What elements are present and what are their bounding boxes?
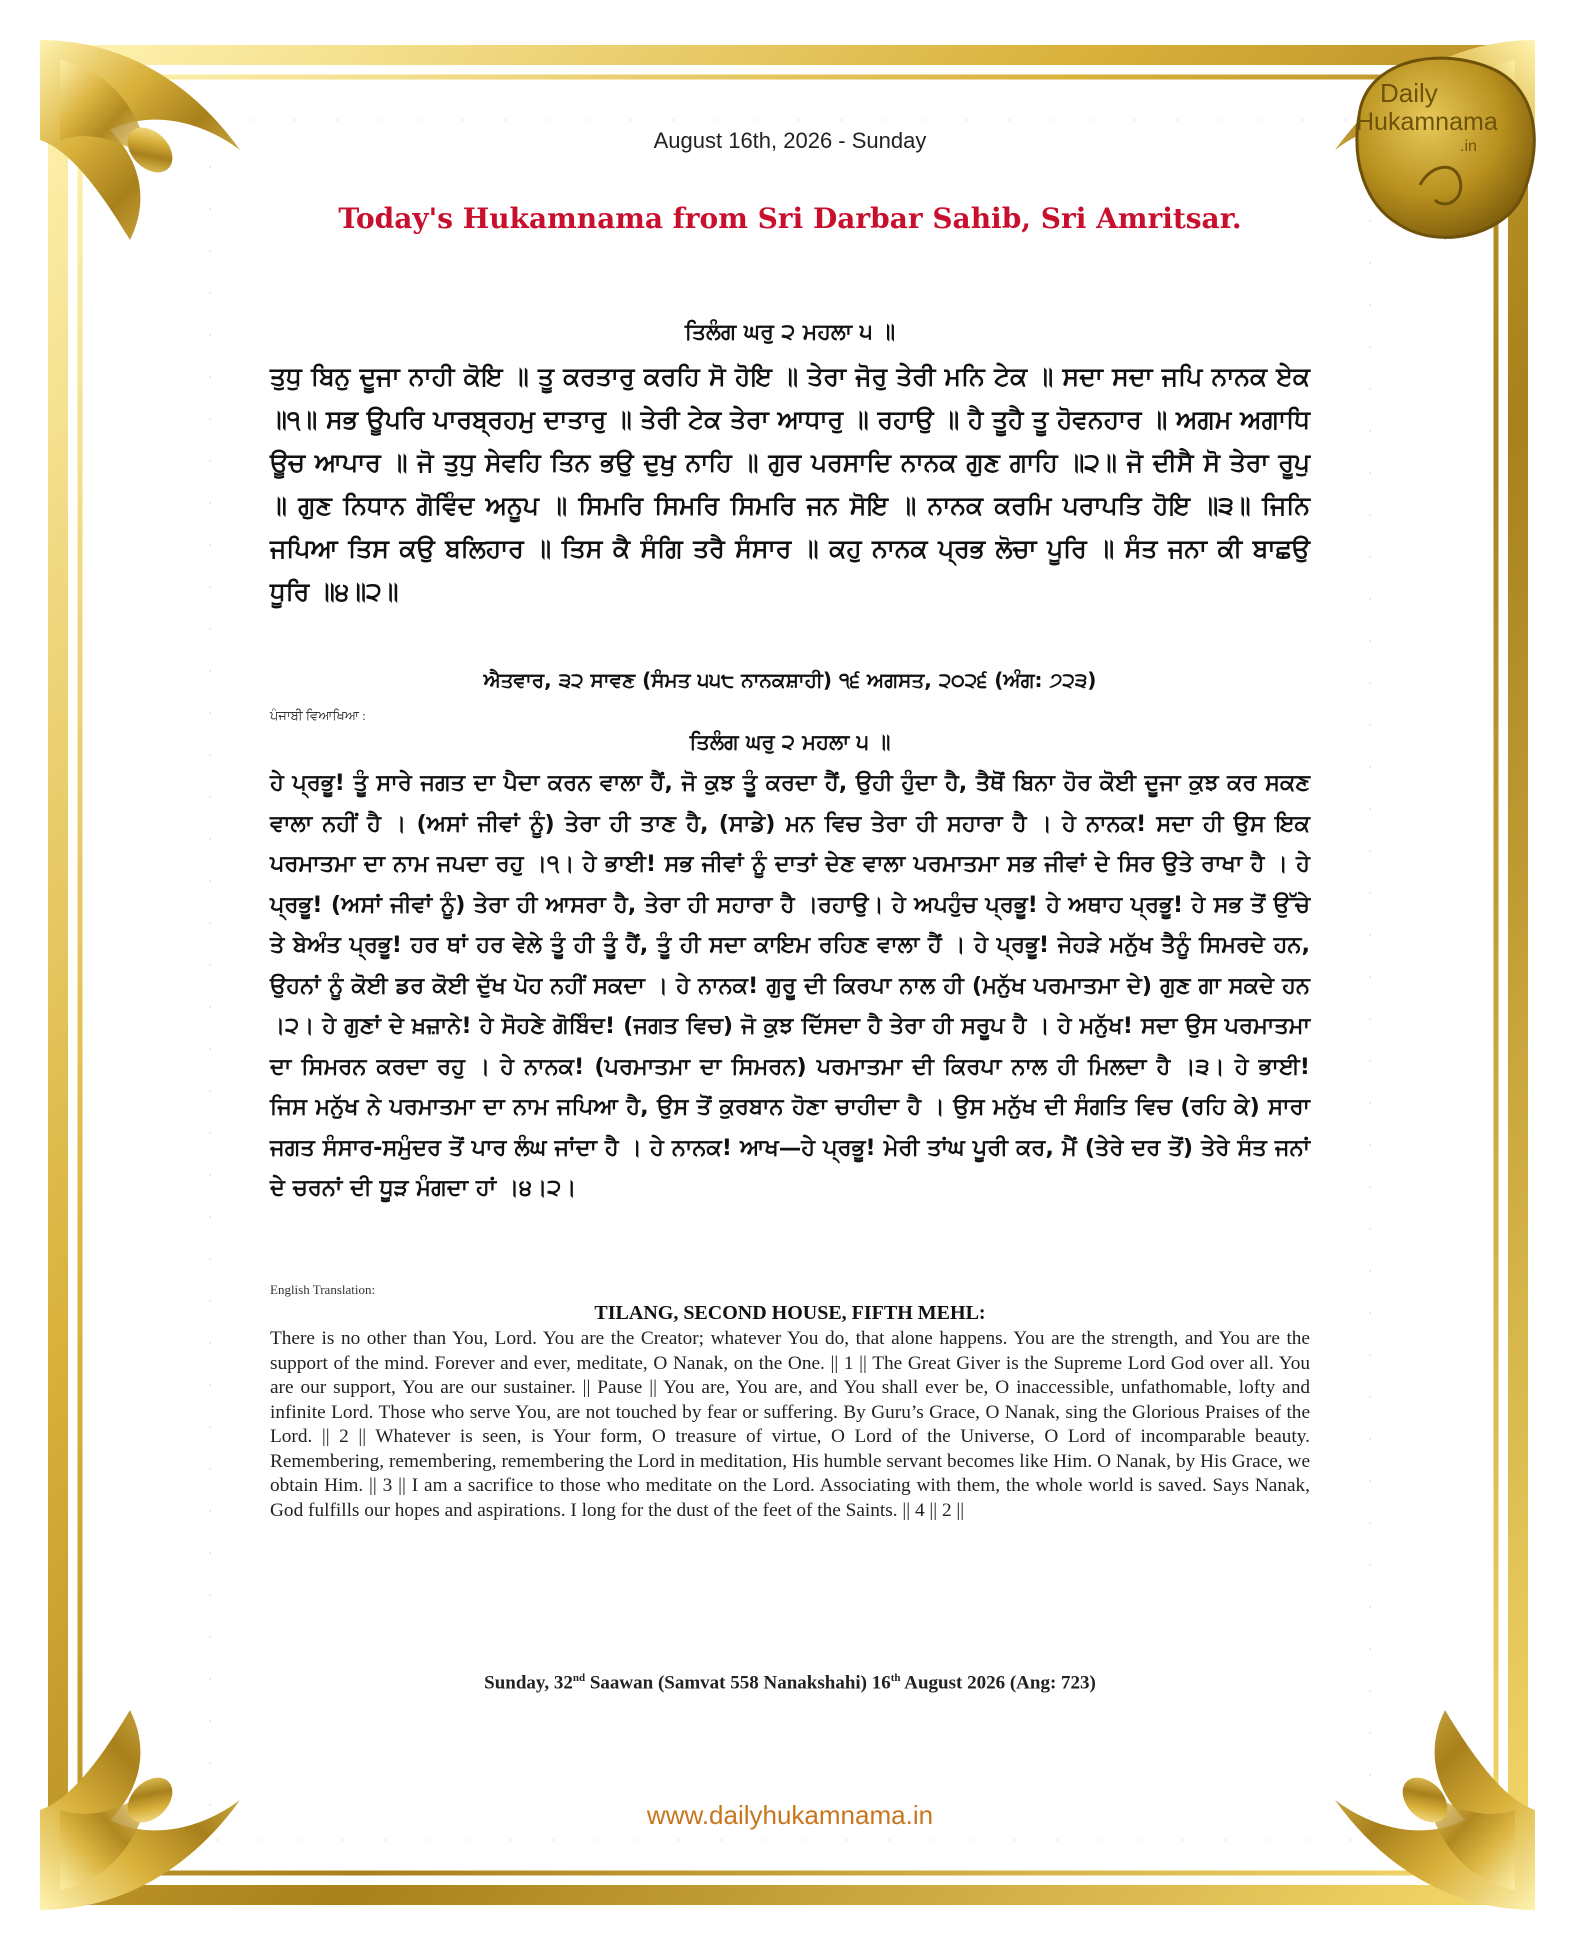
page-title: Today's Hukamnama from Sri Darbar Sahib, Sri Amritsar. xyxy=(338,202,1242,235)
english-date-sup-b: th xyxy=(890,1672,901,1684)
vyakhya-text: ਹੇ ਪ੍ਰਭੂ! ਤੂੰ ਸਾਰੇ ਜਗਤ ਦਾ ਪੈਦਾ ਕਰਨ ਵਾਲਾ ਹੈਂ, ਜੋ ਕੁਝ ਤੂੰ ਕਰਦਾ ਹੈਂ, ਉਹੀ ਹੁੰਦਾ ਹੈ, ਤੈਥੋਂ ਬਿਨਾ ਹੋਰ ਕੋਈ ਦੂਜਾ ਕੁਝ ਕਰ ਸਕਣ ਵਾਲਾ ਨਹੀਂ ਹੈ । (ਅਸਾਂ ਜੀਵਾਂ ਨੂੰ) ਤੇਰਾ ਹੀ ਤਾਣ ਹੈ, (ਸਾਡੇ) ਮਨ ਵਿਚ ਤੇਰਾ ਹੀ ਸਹਾਰਾ ਹੈ । ਹੇ ਨਾਨਕ! ਸਦਾ ਹੀ ਉਸ ਇਕ ਪਰਮਾਤਮਾ ਦਾ ਨਾਮ ਜਪਦਾ ਰਹੁ ।੧। ਹੇ ਭਾਈ! ਸਭ ਜੀਵਾਂ ਨੂੰ ਦਾਤਾਂ ਦੇਣ ਵਾਲਾ ਪਰਮਾਤਮਾ ਸਭ ਜੀਵਾਂ ਦੇ ਸਿਰ ਉਤੇ ਰਾਖਾ ਹੈ । ਹੇ ਪ੍ਰਭੂ! (ਅਸਾਂ ਜੀਵਾਂ ਨੂੰ) ਤੇਰਾ ਹੀ ਆਸਰਾ ਹੈ, ਤੇਰਾ ਹੀ ਸਹਾਰਾ ਹੈ ।ਰਹਾਉ। ਹੇ ਅਪਹੁੰਚ ਪ੍ਰਭੂ! ਹੇ ਅਥਾਹ ਪ੍ਰਭੂ! ਹੇ ਸਭ ਤੋਂ ਉੱਚੇ ਤੇ ਬੇਅੰਤ ਪ੍ਰਭੂ! ਹਰ ਥਾਂ ਹਰ ਵੇਲੇ ਤੂੰ ਹੀ ਤੂੰ ਹੈਂ, ਤੂੰ ਹੀ ਸਦਾ ਕਾਇਮ ਰਹਿਣ ਵਾਲਾ ਹੈਂ । ਹੇ ਪ੍ਰਭੂ! ਜੇਹੜੇ ਮਨੁੱਖ ਤੈਨੂੰ ਸਿਮਰਦੇ ਹਨ, ਉਹਨਾਂ ਨੂੰ ਕੋਈ ਡਰ ਕੋਈ ਦੁੱਖ ਪੋਹ ਨਹੀਂ ਸਕਦਾ । ਹੇ ਨਾਨਕ! ਗੁਰੂ ਦੀ ਕਿਰਪਾ ਨਾਲ ਹੀ (ਮਨੁੱਖ ਪਰਮਾਤਮਾ ਦੇ) ਗੁਣ ਗਾ ਸਕਦੇ ਹਨ ।੨। ਹੇ ਗੁਣਾਂ ਦੇ ਖ਼ਜ਼ਾਨੇ! ਹੇ ਸੋਹਣੇ ਗੋਬਿੰਦ! (ਜਗਤ ਵਿਚ) ਜੋ ਕੁਝ ਦਿੱਸਦਾ ਹੈ ਤੇਰਾ ਹੀ ਸਰੂਪ ਹੈ । ਹੇ ਮਨੁੱਖ! ਸਦਾ ਉਸ ਪਰਮਾਤਮਾ ਦਾ ਸਿਮਰਨ ਕਰਦਾ ਰਹੁ । ਹੇ ਨਾਨਕ! (ਪਰਮਾਤਮਾ ਦਾ ਸਿਮਰਨ) ਪਰਮਾਤਮਾ ਦੀ ਕਿਰਪਾ ਨਾਲ ਹੀ ਮਿਲਦਾ ਹੈ ।੩। ਹੇ ਭਾਈ! ਜਿਸ ਮਨੁੱਖ ਨੇ ਪਰਮਾਤਮਾ ਦਾ ਨਾਮ ਜਪਿਆ ਹੈ, ਉਸ ਤੋਂ ਕੁਰਬਾਨ ਹੋਣਾ ਚਾਹੀਦਾ ਹੈ । ਉਸ ਮਨੁੱਖ ਦੀ ਸੰਗਤਿ ਵਿਚ (ਰਹਿ ਕੇ) ਸਾਰਾ ਜਗਤ ਸੰਸਾਰ-ਸਮੁੰਦਰ ਤੋਂ ਪਾਰ ਲੰਘ ਜਾਂਦਾ ਹੈ । ਹੇ ਨਾਨਕ! ਆਖ—ਹੇ ਪ੍ਰਭੂ! ਮੇਰੀ ਤਾਂਘ ਪੂਰੀ ਕਰ, ਮੈਂ (ਤੇਰੇ ਦਰ ਤੋਂ) ਤੇਰੇ ਸੰਤ ਜਨਾਂ ਦੇ ਚਰਨਾਂ ਦੀ ਧੂੜ ਮੰਗਦਾ ਹਾਂ ।੪।੨। xyxy=(270,770,1310,1201)
logo-line-1: Daily xyxy=(1380,78,1438,108)
vyakhya-section xyxy=(270,730,1310,1209)
logo-line-2: Hukamnama xyxy=(1356,108,1498,136)
punjabi-vyakhya-label: ਪੰਜਾਬੀ ਵਿਆਖਿਆ : xyxy=(270,708,366,723)
shabad-heading: ਤਿਲੰਗ ਘਰੁ ੨ ਮਹਲਾ ੫ ॥ xyxy=(684,320,896,345)
english-section xyxy=(270,1302,1310,1523)
english-date-part-c: August 2026 (Ang: 723) xyxy=(900,1672,1096,1694)
page-date: August 16th, 2026 - Sunday xyxy=(653,128,927,153)
shabad-section xyxy=(270,320,1310,613)
english-date-line xyxy=(270,1672,1310,1694)
english-translation-label: English Translation: xyxy=(270,1282,376,1297)
corner-ornament-bottom-right xyxy=(1335,1710,1535,1910)
punjabi-date-line: ਐਤਵਾਰ, ੩੨ ਸਾਵਣ (ਸੰਮਤ ੫੫੮ ਨਾਨਕਸ਼ਾਹੀ) ੧੬ ਅਗਸਤ, ੨੦੨੬ (ਅੰਗ: ੭੨੩) xyxy=(483,668,1097,692)
english-date-part-b: Saawan (Samvat 558 Nanakshahi) 16 xyxy=(585,1672,891,1694)
english-text: There is no other than You, Lord. You are the Creator; whatever You do, that alone happens. You are the strength, and You are the support of the mind. Forever and ever, meditate, O Nanak, on the One. || 1 || The Great Giver is the Supreme Lord God over all. You are our support, You are our sustainer. || Pause || You are, You are, and You shall ever be, O inaccessible, unfathomable, lofty and infinite Lord. Those who serve You, are not touched by fear or suffering. By Guru’s Grace, O Nanak, sing the Glorious Praises of the Lord. || 2 || Whatever is seen, is Your form, O treasure of virtue, O Lord of the Universe, O Lord of incomparable beauty. Remembering, remembering, remembering the Lord in meditation, His humble servant becomes like Him. O Nanak, by His Grace, we obtain Him. || 3 || I am a sacrifice to those who meditate on the Lord. Associating with them, the whole world is saved. Says Nanak, God fulfills our hopes and aspirations. I long for the dust of the feet of the Saints. || 4 || 2 || xyxy=(270,1328,1310,1521)
logo-line-3: .in xyxy=(1460,138,1477,155)
shabad-text: ਤੁਧੁ ਬਿਨੁ ਦੂਜਾ ਨਾਹੀ ਕੋਇ ॥ ਤੂ ਕਰਤਾਰੁ ਕਰਹਿ ਸੋ ਹੋਇ ॥ ਤੇਰਾ ਜੋਰੁ ਤੇਰੀ ਮਨਿ ਟੇਕ ॥ ਸਦਾ ਸਦਾ ਜਪਿ ਨਾਨਕ ਏਕ ॥੧॥ ਸਭ ਊਪਰਿ ਪਾਰਬ੍ਰਹਮੁ ਦਾਤਾਰੁ ॥ ਤੇਰੀ ਟੇਕ ਤੇਰਾ ਆਧਾਰੁ ॥ ਰਹਾਉ ॥ ਹੈ ਤੂਹੈ ਤੂ ਹੋਵਨਹਾਰ ॥ ਅਗਮ ਅਗਾਧਿ ਊਚ ਆਪਾਰ ॥ ਜੋ ਤੁਧੁ ਸੇਵਹਿ ਤਿਨ ਭਉ ਦੁਖੁ ਨਾਹਿ ॥ ਗੁਰ ਪਰਸਾਦਿ ਨਾਨਕ ਗੁਣ ਗਾਹਿ ॥੨॥ ਜੋ ਦੀਸੈ ਸੋ ਤੇਰਾ ਰੂਪੁ ॥ ਗੁਣ ਨਿਧਾਨ ਗੋਵਿੰਦ ਅਨੂਪ ॥ ਸਿਮਰਿ ਸਿਮਰਿ ਸਿਮਰਿ ਜਨ ਸੋਇ ॥ ਨਾਨਕ ਕਰਮਿ ਪਰਾਪਤਿ ਹੋਇ ॥੩॥ ਜਿਨਿ ਜਪਿਆ ਤਿਸ ਕਉ ਬਲਿਹਾਰ ॥ ਤਿਸ ਕੈ ਸੰਗਿ ਤਰੈ ਸੰਸਾਰ ॥ ਕਹੁ ਨਾਨਕ ਪ੍ਰਭ ਲੋਚਾ ਪੂਰਿ ॥ ਸੰਤ ਜਨਾ ਕੀ ਬਾਛਉ ਧੂਰਿ ॥੪॥੨॥ xyxy=(270,362,1310,606)
english-date-sup-a: nd xyxy=(572,1672,586,1684)
corner-ornament-bottom-left xyxy=(40,1710,240,1910)
logo-text xyxy=(1340,50,1530,240)
website-link[interactable]: www.dailyhukamnama.in xyxy=(646,1800,934,1830)
vyakhya-heading: ਤਿਲੰਗ ਘਰੁ ੨ ਮਹਲਾ ੫ ॥ xyxy=(689,730,891,754)
english-heading: TILANG, SECOND HOUSE, FIFTH MEHL: xyxy=(594,1302,986,1324)
hukamnama-content xyxy=(270,120,1310,1880)
english-date-part-a: Sunday, 32 xyxy=(484,1672,573,1694)
